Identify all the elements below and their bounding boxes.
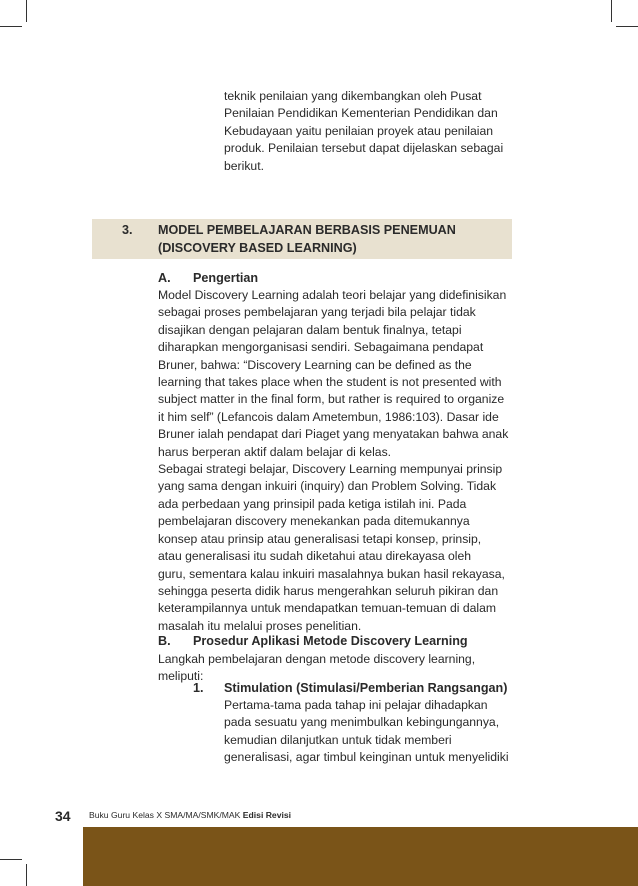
text-line: it him self” (Lefancois dalam Ametembun, 1986:103). Dasar ide bbox=[158, 409, 499, 424]
text-line: guru, sementara kalau inkuiri masalahnya bukan hasil rekayasa, bbox=[158, 566, 505, 581]
text-line: disajikan dengan pelajaran dalam bentuk finalnya, tetapi bbox=[158, 322, 462, 337]
text-line: Penilaian Pendidikan Kementerian Pendidikan dan bbox=[224, 106, 498, 121]
text-line: berikut. bbox=[224, 158, 264, 173]
text-line: Langkah pembelajaran dengan metode discovery learning, meliputi: bbox=[158, 652, 476, 684]
section-number: 3. bbox=[122, 223, 133, 237]
text-line: teknik penilaian yang dikembangkan oleh Pusat bbox=[224, 89, 482, 103]
text-line: masalah itu melalui proses penelitian. bbox=[158, 618, 362, 633]
crop-mark bbox=[611, 0, 612, 22]
crop-mark bbox=[0, 26, 22, 27]
text-line: kemudian dilanjutkan untuk tidak memberi bbox=[224, 732, 452, 747]
text-line: Bruner ialah pendapat dari Piaget yang menyatakan bahwa anak bbox=[158, 427, 509, 442]
step1-body bbox=[224, 697, 514, 767]
text-line: sebagai proses pembelajaran yang terjadi bila pelajar tidak bbox=[158, 305, 476, 320]
section-title bbox=[158, 222, 456, 257]
crop-mark bbox=[26, 0, 27, 22]
text-line: ada perbedaan yang prinsipil pada ketiga istilah ini. Pada bbox=[158, 496, 467, 511]
text-line: pembelajaran discovery menekankan pada ditemukannya bbox=[158, 514, 470, 529]
text-line: Kebudayaan yaitu penilaian proyek atau penilaian bbox=[224, 123, 494, 138]
subsection-b-letter: B. bbox=[158, 634, 171, 648]
footer-book-title bbox=[89, 810, 291, 820]
section-title-line2: (DISCOVERY BASED LEARNING) bbox=[158, 240, 357, 255]
intro-paragraph bbox=[224, 88, 514, 175]
text-line: subject matter in the final form, but rather is required to organize bbox=[158, 392, 505, 407]
subsection-a-body bbox=[158, 287, 514, 635]
step1-number: 1. bbox=[193, 681, 204, 695]
text-line: harus berperan aktif dalam belajar di kelas. bbox=[158, 444, 392, 459]
section-title-line1: MODEL PEMBELAJARAN BERBASIS PENEMUAN bbox=[158, 223, 456, 237]
subsection-a-letter: A. bbox=[158, 271, 171, 285]
edition-label: Edisi Revisi bbox=[242, 810, 292, 820]
crop-mark bbox=[0, 859, 22, 860]
text-line: yang sama dengan inkuiri (inquiry) dan Problem Solving. Tidak bbox=[158, 479, 497, 494]
text-line: sehingga peserta didik harus mengerahkan seluruh pikiran dan bbox=[158, 583, 499, 598]
subsection-a-title: Pengertian bbox=[193, 271, 259, 285]
subsection-b-title: Prosedur Aplikasi Metode Discovery Learning bbox=[193, 634, 468, 648]
text-line: atau generalisasi itu sudah diketahui atau direkayasa oleh bbox=[158, 549, 472, 564]
text-line: Sebagai strategi belajar, Discovery Learning mempunyai prinsip bbox=[158, 462, 503, 477]
text-line: diharapkan mengorganisasi sendiri. Sebagaimana pendapat bbox=[158, 340, 484, 355]
footer-band bbox=[83, 827, 638, 886]
text-line: keterampilannya untuk mendapatkan temuan-temuan di dalam bbox=[158, 601, 497, 616]
text-line: Bruner, bahwa: “Discovery Learning can be defined as the bbox=[158, 357, 472, 372]
text-line: generalisasi, agar timbul keinginan untuk menyelidiki bbox=[224, 750, 509, 765]
crop-mark bbox=[616, 26, 638, 27]
text-line: Model Discovery Learning adalah teori belajar yang didefinisikan bbox=[158, 288, 507, 302]
text-line: produk. Penilaian tersebut dapat dijelaskan sebagai bbox=[224, 141, 504, 156]
text-line: konsep atau prinsip atau generalisasi tetapi konsep, prinsip, bbox=[158, 531, 482, 546]
text-line: pada sesuatu yang menimbulkan kebingungannya, bbox=[224, 715, 500, 730]
text-line: learning that takes place when the student is not presented with bbox=[158, 375, 502, 390]
book-title: Buku Guru Kelas X SMA/MA/SMK/MAK bbox=[89, 810, 241, 820]
step1-title: Stimulation (Stimulasi/Pemberian Rangsangan) bbox=[224, 681, 508, 695]
text-line: Pertama-tama pada tahap ini pelajar dihadapkan bbox=[224, 698, 488, 712]
page-number: 34 bbox=[55, 808, 71, 824]
crop-mark bbox=[26, 864, 27, 886]
